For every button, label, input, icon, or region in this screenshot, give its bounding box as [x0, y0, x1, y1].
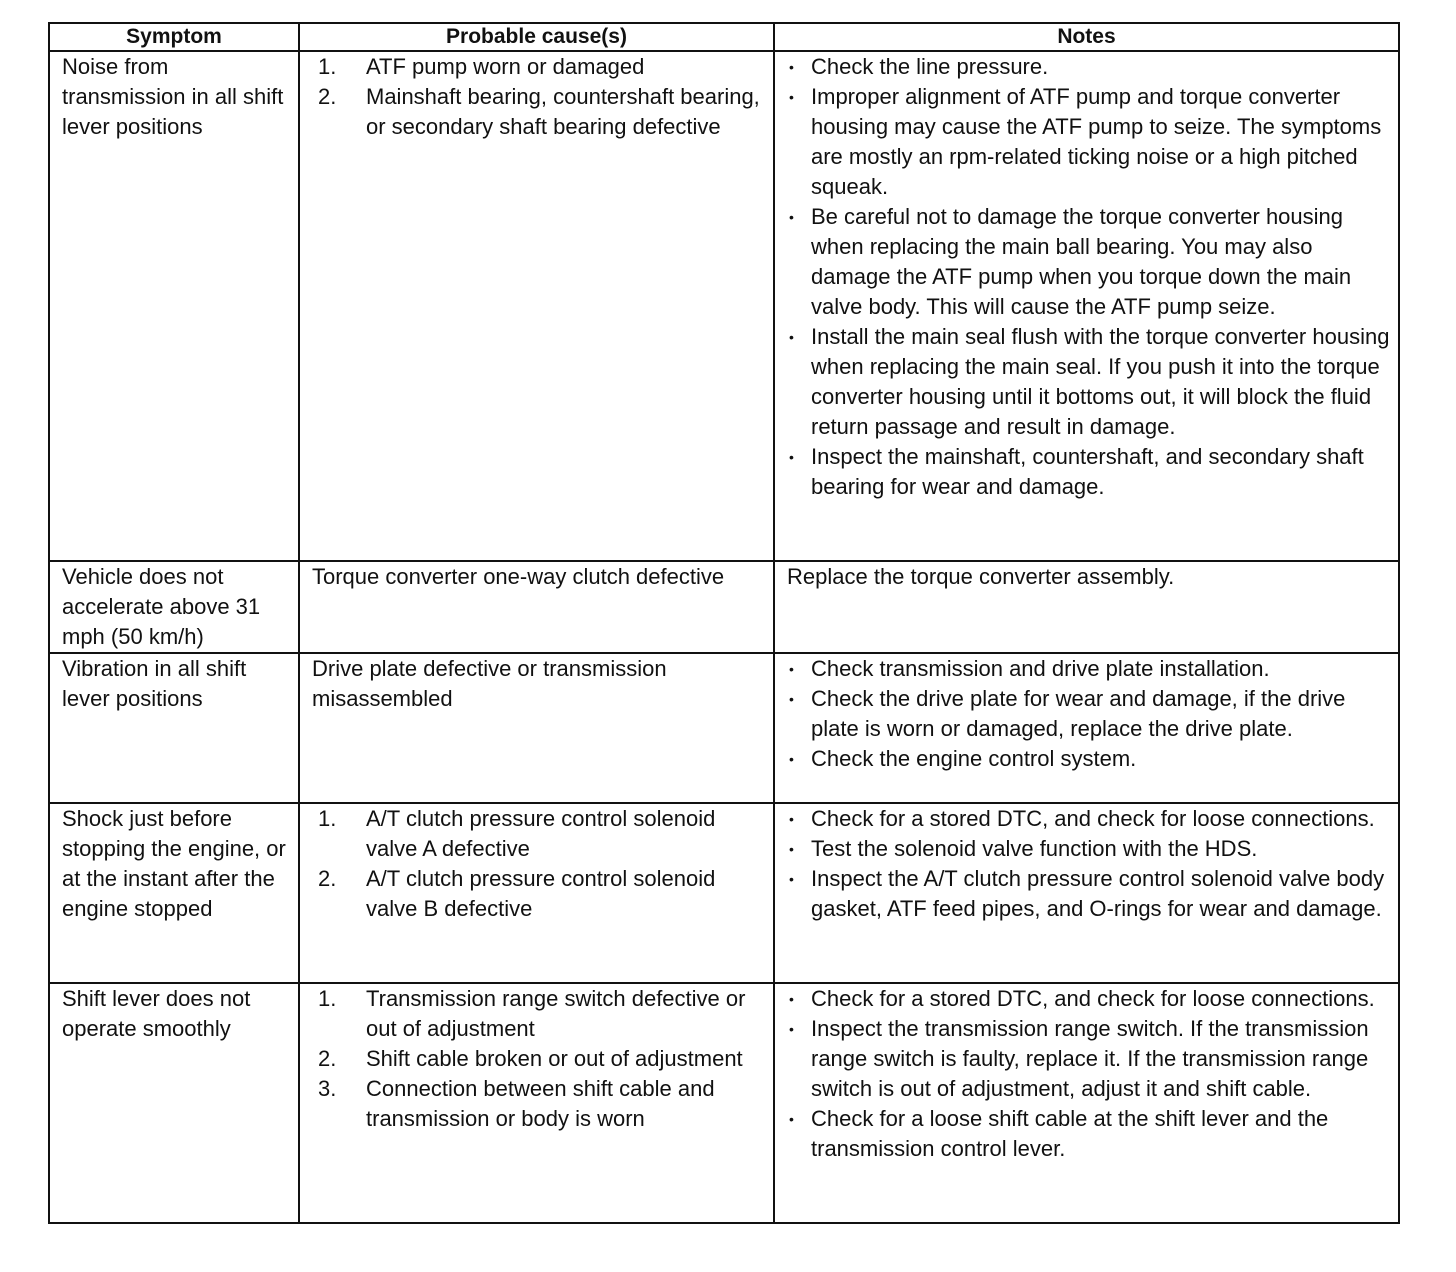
note-text: Check the drive plate for wear and damage, if the drive plate is worn or damaged, replace the drive plate. — [811, 686, 1346, 741]
note-item — [787, 684, 1390, 744]
note-item — [787, 744, 1390, 774]
note-text: Inspect the transmission range switch. If the transmission range switch is faulty, replace it. If the transmission range switch is out of adjustment, adjust it and shift cable. — [811, 1016, 1369, 1101]
cause-cell: Drive plate defective or transmission misassembled — [299, 653, 774, 803]
symptom-cell: Vibration in all shift lever positions — [49, 653, 299, 803]
notes-cell: Replace the torque converter assembly. — [774, 561, 1399, 653]
note-text: Be careful not to damage the torque converter housing when replacing the main ball bearing. You may also damage the ATF pump when you torque down the main valve body. This will cause the ATF pump seize. — [811, 204, 1352, 319]
bullet-icon: • — [789, 209, 794, 225]
header-symptom: Symptom — [49, 23, 299, 51]
cause-text: A/T clutch pressure control solenoid valve A defective — [366, 806, 716, 861]
symptom-cell: Shock just before stopping the engine, or at the instant after the engine stopped — [49, 803, 299, 983]
cause-number: 1. — [318, 986, 337, 1011]
notes-list — [787, 654, 1390, 774]
cause-text: Connection between shift cable and transmission or body is worn — [366, 1076, 715, 1131]
note-text: Check for a loose shift cable at the shift lever and the transmission control lever. — [811, 1106, 1329, 1161]
cause-text: Shift cable broken or out of adjustment — [366, 1046, 743, 1071]
note-item — [787, 1104, 1390, 1164]
note-item — [787, 864, 1390, 924]
bullet-icon: • — [789, 89, 794, 105]
cause-number: 1. — [318, 54, 337, 79]
symptom-cell: Vehicle does not accelerate above 31 mph (50 km/h) — [49, 561, 299, 653]
cause-text: ATF pump worn or damaged — [366, 54, 645, 79]
cause-item — [312, 52, 765, 82]
note-item — [787, 202, 1390, 322]
note-item — [787, 834, 1390, 864]
note-item — [787, 82, 1390, 202]
cause-cell — [299, 51, 774, 561]
note-text: Check for a stored DTC, and check for loose connections. — [811, 986, 1375, 1011]
table-body — [49, 51, 1399, 1223]
cause-number: 2. — [318, 84, 337, 109]
note-item — [787, 654, 1390, 684]
cause-item — [312, 804, 765, 864]
note-text: Inspect the mainshaft, countershaft, and secondary shaft bearing for wear and damage. — [811, 444, 1364, 499]
cause-number: 1. — [318, 806, 337, 831]
note-item — [787, 804, 1390, 834]
cause-number: 2. — [318, 1046, 337, 1071]
cause-item — [312, 82, 765, 142]
table-row — [49, 983, 1399, 1223]
table-row — [49, 803, 1399, 983]
table-header — [49, 23, 1399, 51]
bullet-icon: • — [789, 871, 794, 887]
cause-text: Transmission range switch defective or out of adjustment — [366, 986, 746, 1041]
cause-list — [312, 804, 765, 924]
notes-cell — [774, 51, 1399, 561]
cause-item — [312, 1044, 765, 1074]
note-text: Test the solenoid valve function with the HDS. — [811, 836, 1258, 861]
bullet-icon: • — [789, 59, 794, 75]
table-row — [49, 561, 1399, 653]
cause-cell — [299, 983, 774, 1223]
note-text: Check transmission and drive plate installation. — [811, 656, 1270, 681]
header-probable-cause: Probable cause(s) — [299, 23, 774, 51]
note-item — [787, 322, 1390, 442]
note-text: Install the main seal flush with the torque converter housing when replacing the main seal. If you push it into the torque converter housing until it bottoms out, it will block the fluid return passage and result in damage. — [811, 324, 1390, 439]
header-row — [49, 23, 1399, 51]
bullet-icon: • — [789, 991, 794, 1007]
note-text: Improper alignment of ATF pump and torque converter housing may cause the ATF pump to seize. The symptoms are mostly an rpm-related ticking noise or a high pitched squeak. — [811, 84, 1382, 199]
cause-number: 3. — [318, 1076, 337, 1101]
notes-list — [787, 52, 1390, 502]
bullet-icon: • — [789, 449, 794, 465]
cause-text: Mainshaft bearing, countershaft bearing, or secondary shaft bearing defective — [366, 84, 760, 139]
cause-text: A/T clutch pressure control solenoid valve B defective — [366, 866, 716, 921]
bullet-icon: • — [789, 841, 794, 857]
cause-number: 2. — [318, 866, 337, 891]
symptom-cell: Shift lever does not operate smoothly — [49, 983, 299, 1223]
bullet-icon: • — [789, 329, 794, 345]
notes-cell — [774, 983, 1399, 1223]
header-notes: Notes — [774, 23, 1399, 51]
note-item — [787, 442, 1390, 502]
cause-cell — [299, 803, 774, 983]
bullet-icon: • — [789, 811, 794, 827]
cause-item — [312, 984, 765, 1044]
table-row — [49, 51, 1399, 561]
cause-item — [312, 864, 765, 924]
bullet-icon: • — [789, 1111, 794, 1127]
notes-cell — [774, 653, 1399, 803]
bullet-icon: • — [789, 691, 794, 707]
note-text: Inspect the A/T clutch pressure control solenoid valve body gasket, ATF feed pipes, and O-rings for wear and damage. — [811, 866, 1385, 921]
notes-cell — [774, 803, 1399, 983]
note-text: Check the line pressure. — [811, 54, 1049, 79]
cause-list — [312, 984, 765, 1134]
bullet-icon: • — [789, 661, 794, 677]
bullet-icon: • — [789, 1021, 794, 1037]
cause-cell: Torque converter one-way clutch defective — [299, 561, 774, 653]
note-text: Check for a stored DTC, and check for loose connections. — [811, 806, 1375, 831]
troubleshooting-table — [48, 22, 1400, 1224]
cause-list — [312, 52, 765, 142]
table-row — [49, 653, 1399, 803]
bullet-icon: • — [789, 751, 794, 767]
cause-item — [312, 1074, 765, 1134]
note-item — [787, 984, 1390, 1014]
notes-list — [787, 984, 1390, 1164]
symptom-cell: Noise from transmission in all shift lever positions — [49, 51, 299, 561]
note-item — [787, 1014, 1390, 1104]
note-item — [787, 52, 1390, 82]
notes-list — [787, 804, 1390, 924]
note-text: Check the engine control system. — [811, 746, 1137, 771]
